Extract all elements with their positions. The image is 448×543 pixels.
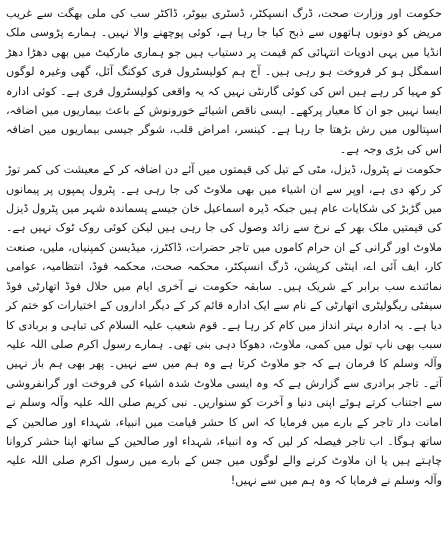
article-paragraph-2: حکومت نے پٹرول، ڈیزل، مٹی کے تیل کی قیمتوں میں آئے دن اضافہ کر کے معیشت کی کمر توڑ کر رکھ دی ہے، اوپر سے ان اشیاء میں بھی ملاوٹ کی جا رہی ہے۔ پٹرول پمپوں پر پیمانوں میں گڑبڑ کی شکایات عام ہیں جبکہ ڈیرہ اسماعیل خان جیسے پسماندہ شہر میں پٹرول ڈیزل کی قیمتیں ملک بھر کے نرخ سے زائد وصول کی جا رہی ہیں لیکن کوئی روک ٹوک نہیں ہے۔ ملاوٹ اور گرانی کے ان حرام کاموں میں تاجر حضرات، ڈاکٹرز، میڈیسن کمپنیاں، ملیں، صنعت کار، ایف آئی اے، اینٹی کرپشن، ڈرگ انسپکٹر، محکمہ صحت، محکمہ فوڈ، انتظامیہ، عوامی نمائندے سب برابر کے شریک ہیں۔ سابقہ حکومت نے آخری ایام میں حلال فوڈ اتھارٹی فوڈ سیفٹی ریگولیٹری اتھارٹی کے نام سے ایک ادارہ قائم کر کے دیگر اداروں کے اختیارات کو ختم کر دیا ہے۔ یہ ادارہ بہتر انداز میں کام کر رہا ہے۔ قوم شعیب علیہ السلام کی تباہی و بربادی کا سبب بھی ناپ تول میں کمی، ملاوٹ، دھوکا دہی بنی تھی۔ ہمارے رسول اکرم صلی اللہ علیہ وآلہ وسلم کا فرمان ہے کہ جو ملاوٹ کرتا ہے وہ ہم میں سے نہیں۔ پھر بھی ہم باز نہیں آتے۔ تاجر برادری سے گزارش ہے کہ وہ ایسی ملاوٹ شدہ اشیاء کی فروخت اور گرانفروشی سے اجتناب کرتے ہوئے اپنی دنیا و آخرت کو سنواریں۔ نبی کریم صلی اللہ علیہ وآلہ وسلم نے امانت دار تاجر کے بارے میں فرمایا کہ اس کا حشر قیامت میں انبیاء، شہداء اور صالحین کے ساتھ ہوگا۔ اب تاجر فیصلہ کر لیں کہ وہ انبیاء، شہداء اور صالحین کے ساتھ اپنا حشر کروانا چاہتے ہیں یا ان ملاوٹ کرنے والے لوگوں میں جس کے بارے میں رسول اکرم صلی اللہ علیہ وآلہ وسلم نے فرمایا کہ وہ ہم میں سے نہیں! bbox=[6, 163, 442, 487]
article-paragraph-1: حکومت اور وزارت صحت، ڈرگ انسپکٹر، ڈسٹری بیوٹر، ڈاکٹر سب کی ملی بھگت سے غریب مریض کو دونوں ہاتھوں سے ذبح کیا جا رہا ہے، کوئی پوچھنے والا نہیں۔ ہمارے پڑوسی ملک انڈیا میں یہی ادویات انتہائی کم قیمت پر دستیاب ہیں جو ہماری مارکیٹ میں بھی دھڑا دھڑ اسمگل ہو کر فروخت ہو رہی ہیں۔ آج ہم کولیسٹرول فری کوکنگ آئل، گھی وغیرہ لوگوں کو مہیا کر رہے ہیں اس کی کوئی گارنٹی نہیں کہ یہ واقعی کولیسٹرول فری ہے۔ کوئی ادارہ ایسا نہیں جو ان کا معیار پرکھے۔ ایسی ناقص اشیائے خورونوش کے باعث بیماریوں میں اضافہ، اسپتالوں میں رش بڑھتا جا رہا ہے۔ کینسر، امراض قلب، شوگر جیسی بیماریوں میں اضافہ اس کی بڑی وجہ ہے۔ bbox=[6, 7, 442, 156]
